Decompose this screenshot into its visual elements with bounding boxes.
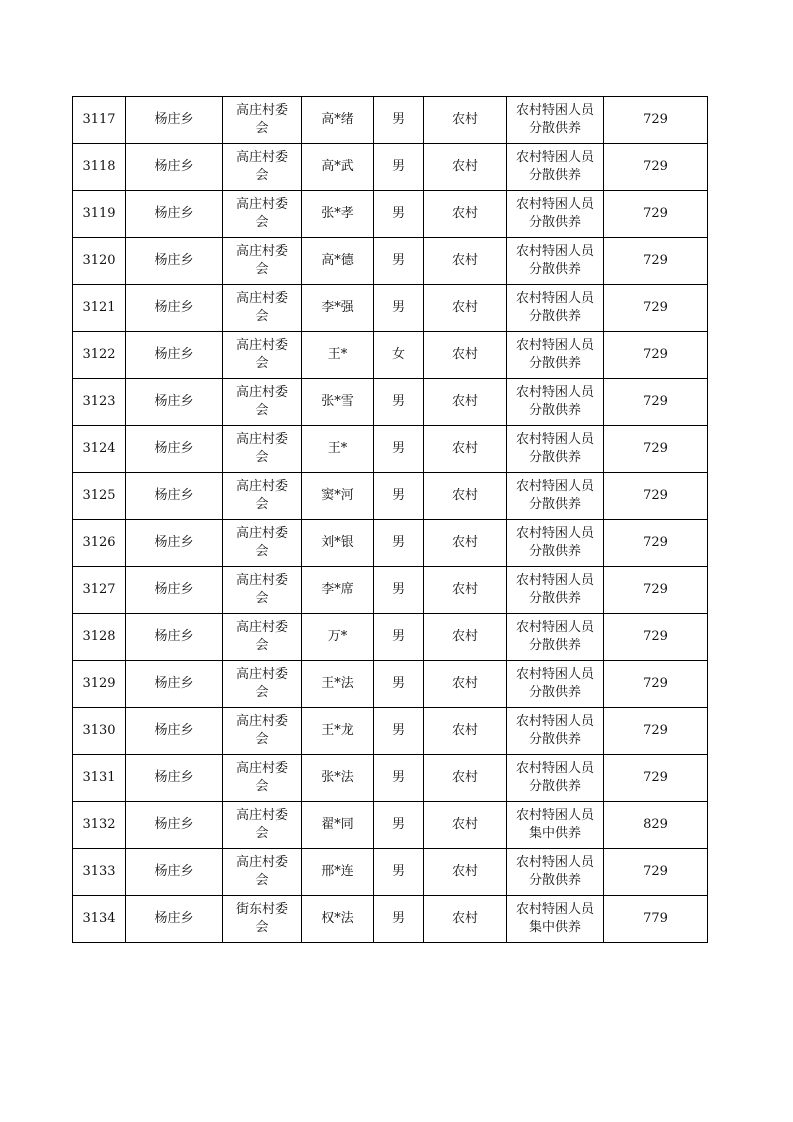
person-name-cell: 李*席 bbox=[302, 567, 374, 614]
village-committee-cell-line: 高庄村委 bbox=[235, 291, 288, 306]
township-cell: 杨庄乡 bbox=[126, 191, 223, 238]
amount-cell: 729 bbox=[604, 473, 708, 520]
support-category-cell bbox=[507, 520, 604, 567]
gender-cell: 男 bbox=[374, 97, 424, 144]
area-type-cell: 农村 bbox=[424, 849, 507, 896]
amount-cell: 729 bbox=[604, 567, 708, 614]
gender-cell: 男 bbox=[374, 426, 424, 473]
serial-number-cell: 3122 bbox=[73, 332, 126, 379]
village-committee-cell-line: 高庄村委 bbox=[235, 808, 288, 823]
support-category-cell-line: 分散供养 bbox=[528, 591, 581, 606]
support-category-cell-line: 分散供养 bbox=[528, 403, 581, 418]
serial-number-cell: 3119 bbox=[73, 191, 126, 238]
village-committee-cell-line: 会 bbox=[255, 685, 269, 700]
support-category-cell-line: 农村特困人员 bbox=[515, 620, 594, 635]
person-name-cell: 高*德 bbox=[302, 238, 374, 285]
village-committee-cell-line: 会 bbox=[255, 262, 269, 277]
person-name-cell: 张*雪 bbox=[302, 379, 374, 426]
village-committee-cell bbox=[223, 238, 302, 285]
support-category-cell-line: 分散供养 bbox=[528, 168, 581, 183]
village-committee-cell-line: 会 bbox=[255, 638, 269, 653]
area-type-cell: 农村 bbox=[424, 97, 507, 144]
support-category-cell bbox=[507, 614, 604, 661]
amount-cell: 729 bbox=[604, 520, 708, 567]
area-type-cell: 农村 bbox=[424, 614, 507, 661]
village-committee-cell-line: 高庄村委 bbox=[235, 197, 288, 212]
village-committee-cell bbox=[223, 567, 302, 614]
support-category-cell-line: 分散供养 bbox=[528, 497, 581, 512]
township-cell: 杨庄乡 bbox=[126, 285, 223, 332]
serial-number-cell: 3127 bbox=[73, 567, 126, 614]
amount-cell: 729 bbox=[604, 97, 708, 144]
area-type-cell: 农村 bbox=[424, 285, 507, 332]
support-category-cell bbox=[507, 708, 604, 755]
table-row bbox=[73, 379, 708, 426]
village-committee-cell-line: 高庄村委 bbox=[235, 620, 288, 635]
support-category-cell-line: 农村特困人员 bbox=[515, 855, 594, 870]
gender-cell: 男 bbox=[374, 708, 424, 755]
support-category-cell-line: 农村特困人员 bbox=[515, 526, 594, 541]
support-category-cell bbox=[507, 849, 604, 896]
table-row bbox=[73, 661, 708, 708]
area-type-cell: 农村 bbox=[424, 708, 507, 755]
table-row bbox=[73, 614, 708, 661]
serial-number-cell: 3123 bbox=[73, 379, 126, 426]
support-category-cell bbox=[507, 191, 604, 238]
village-committee-cell bbox=[223, 802, 302, 849]
village-committee-cell-line: 会 bbox=[255, 356, 269, 371]
amount-cell: 729 bbox=[604, 379, 708, 426]
amount-cell: 729 bbox=[604, 238, 708, 285]
person-name-cell: 李*强 bbox=[302, 285, 374, 332]
support-category-cell-line: 农村特困人员 bbox=[515, 714, 594, 729]
amount-cell: 779 bbox=[604, 896, 708, 943]
gender-cell: 男 bbox=[374, 896, 424, 943]
village-committee-cell bbox=[223, 332, 302, 379]
support-category-cell bbox=[507, 332, 604, 379]
village-committee-cell-line: 高庄村委 bbox=[235, 667, 288, 682]
area-type-cell: 农村 bbox=[424, 238, 507, 285]
amount-cell: 729 bbox=[604, 144, 708, 191]
support-category-cell-line: 集中供养 bbox=[528, 920, 581, 935]
village-committee-cell-line: 会 bbox=[255, 309, 269, 324]
serial-number-cell: 3124 bbox=[73, 426, 126, 473]
township-cell: 杨庄乡 bbox=[126, 332, 223, 379]
support-category-cell-line: 分散供养 bbox=[528, 873, 581, 888]
person-name-cell: 张*法 bbox=[302, 755, 374, 802]
township-cell: 杨庄乡 bbox=[126, 802, 223, 849]
village-committee-cell-line: 高庄村委 bbox=[235, 761, 288, 776]
village-committee-cell bbox=[223, 849, 302, 896]
amount-cell: 829 bbox=[604, 802, 708, 849]
table-row bbox=[73, 473, 708, 520]
support-category-cell bbox=[507, 661, 604, 708]
support-category-cell-line: 农村特困人员 bbox=[515, 902, 594, 917]
person-name-cell: 王*法 bbox=[302, 661, 374, 708]
support-category-cell-line: 分散供养 bbox=[528, 450, 581, 465]
village-committee-cell bbox=[223, 708, 302, 755]
table-row bbox=[73, 191, 708, 238]
township-cell: 杨庄乡 bbox=[126, 755, 223, 802]
village-committee-cell-line: 街东村委 bbox=[235, 902, 288, 917]
support-category-cell-line: 农村特困人员 bbox=[515, 573, 594, 588]
village-committee-cell bbox=[223, 473, 302, 520]
village-committee-cell-line: 高庄村委 bbox=[235, 714, 288, 729]
support-category-cell-line: 农村特困人员 bbox=[515, 244, 594, 259]
support-category-cell-line: 农村特困人员 bbox=[515, 479, 594, 494]
person-name-cell: 张*孝 bbox=[302, 191, 374, 238]
village-committee-cell bbox=[223, 285, 302, 332]
gender-cell: 男 bbox=[374, 567, 424, 614]
person-name-cell: 窦*河 bbox=[302, 473, 374, 520]
support-category-cell-line: 农村特困人员 bbox=[515, 291, 594, 306]
support-category-cell-line: 农村特困人员 bbox=[515, 103, 594, 118]
gender-cell: 男 bbox=[374, 238, 424, 285]
township-cell: 杨庄乡 bbox=[126, 708, 223, 755]
gender-cell: 男 bbox=[374, 379, 424, 426]
amount-cell: 729 bbox=[604, 426, 708, 473]
table-row bbox=[73, 849, 708, 896]
serial-number-cell: 3133 bbox=[73, 849, 126, 896]
support-category-cell-line: 分散供养 bbox=[528, 215, 581, 230]
village-committee-cell-line: 会 bbox=[255, 121, 269, 136]
village-committee-cell-line: 高庄村委 bbox=[235, 244, 288, 259]
table-row bbox=[73, 896, 708, 943]
table-row bbox=[73, 567, 708, 614]
village-committee-cell bbox=[223, 379, 302, 426]
support-category-cell bbox=[507, 379, 604, 426]
area-type-cell: 农村 bbox=[424, 661, 507, 708]
person-name-cell: 万* bbox=[302, 614, 374, 661]
person-name-cell: 刘*银 bbox=[302, 520, 374, 567]
township-cell: 杨庄乡 bbox=[126, 567, 223, 614]
amount-cell: 729 bbox=[604, 661, 708, 708]
township-cell: 杨庄乡 bbox=[126, 661, 223, 708]
support-category-cell-line: 分散供养 bbox=[528, 685, 581, 700]
township-cell: 杨庄乡 bbox=[126, 520, 223, 567]
amount-cell: 729 bbox=[604, 755, 708, 802]
township-cell: 杨庄乡 bbox=[126, 473, 223, 520]
person-name-cell: 权*法 bbox=[302, 896, 374, 943]
village-committee-cell-line: 会 bbox=[255, 497, 269, 512]
serial-number-cell: 3131 bbox=[73, 755, 126, 802]
gender-cell: 男 bbox=[374, 849, 424, 896]
village-committee-cell-line: 高庄村委 bbox=[235, 479, 288, 494]
area-type-cell: 农村 bbox=[424, 802, 507, 849]
township-cell: 杨庄乡 bbox=[126, 849, 223, 896]
support-category-cell-line: 农村特困人员 bbox=[515, 338, 594, 353]
village-committee-cell bbox=[223, 191, 302, 238]
amount-cell: 729 bbox=[604, 191, 708, 238]
serial-number-cell: 3117 bbox=[73, 97, 126, 144]
area-type-cell: 农村 bbox=[424, 144, 507, 191]
support-category-cell-line: 分散供养 bbox=[528, 779, 581, 794]
person-name-cell: 王* bbox=[302, 426, 374, 473]
gender-cell: 男 bbox=[374, 802, 424, 849]
table-row bbox=[73, 144, 708, 191]
serial-number-cell: 3121 bbox=[73, 285, 126, 332]
village-committee-cell-line: 会 bbox=[255, 403, 269, 418]
support-category-cell-line: 农村特困人员 bbox=[515, 761, 594, 776]
support-category-cell-line: 分散供养 bbox=[528, 262, 581, 277]
support-category-cell bbox=[507, 97, 604, 144]
village-committee-cell bbox=[223, 144, 302, 191]
person-name-cell: 翟*同 bbox=[302, 802, 374, 849]
support-category-cell bbox=[507, 426, 604, 473]
village-committee-cell-line: 高庄村委 bbox=[235, 338, 288, 353]
gender-cell: 女 bbox=[374, 332, 424, 379]
village-committee-cell-line: 会 bbox=[255, 544, 269, 559]
support-category-cell bbox=[507, 567, 604, 614]
serial-number-cell: 3128 bbox=[73, 614, 126, 661]
township-cell: 杨庄乡 bbox=[126, 614, 223, 661]
person-name-cell: 邢*连 bbox=[302, 849, 374, 896]
support-category-cell bbox=[507, 285, 604, 332]
support-category-cell bbox=[507, 238, 604, 285]
village-committee-cell bbox=[223, 426, 302, 473]
recipient-table bbox=[72, 96, 708, 943]
area-type-cell: 农村 bbox=[424, 379, 507, 426]
person-name-cell: 高*绪 bbox=[302, 97, 374, 144]
area-type-cell: 农村 bbox=[424, 191, 507, 238]
person-name-cell: 王* bbox=[302, 332, 374, 379]
support-category-cell-line: 分散供养 bbox=[528, 121, 581, 136]
village-committee-cell-line: 会 bbox=[255, 732, 269, 747]
gender-cell: 男 bbox=[374, 144, 424, 191]
village-committee-cell-line: 高庄村委 bbox=[235, 150, 288, 165]
support-category-cell-line: 分散供养 bbox=[528, 638, 581, 653]
area-type-cell: 农村 bbox=[424, 567, 507, 614]
support-category-cell bbox=[507, 144, 604, 191]
township-cell: 杨庄乡 bbox=[126, 426, 223, 473]
table-row bbox=[73, 332, 708, 379]
gender-cell: 男 bbox=[374, 473, 424, 520]
area-type-cell: 农村 bbox=[424, 755, 507, 802]
table-row bbox=[73, 708, 708, 755]
table-row bbox=[73, 755, 708, 802]
village-committee-cell bbox=[223, 661, 302, 708]
village-committee-cell-line: 会 bbox=[255, 920, 269, 935]
table-row bbox=[73, 97, 708, 144]
village-committee-cell-line: 会 bbox=[255, 873, 269, 888]
village-committee-cell-line: 高庄村委 bbox=[235, 103, 288, 118]
village-committee-cell-line: 会 bbox=[255, 779, 269, 794]
amount-cell: 729 bbox=[604, 708, 708, 755]
person-name-cell: 王*龙 bbox=[302, 708, 374, 755]
support-category-cell-line: 农村特困人员 bbox=[515, 150, 594, 165]
gender-cell: 男 bbox=[374, 285, 424, 332]
serial-number-cell: 3125 bbox=[73, 473, 126, 520]
support-category-cell bbox=[507, 896, 604, 943]
table-row bbox=[73, 238, 708, 285]
support-category-cell bbox=[507, 802, 604, 849]
person-name-cell: 高*武 bbox=[302, 144, 374, 191]
support-category-cell-line: 分散供养 bbox=[528, 732, 581, 747]
village-committee-cell bbox=[223, 97, 302, 144]
support-category-cell-line: 分散供养 bbox=[528, 309, 581, 324]
support-category-cell-line: 农村特困人员 bbox=[515, 432, 594, 447]
village-committee-cell-line: 会 bbox=[255, 168, 269, 183]
serial-number-cell: 3134 bbox=[73, 896, 126, 943]
table-row bbox=[73, 802, 708, 849]
serial-number-cell: 3130 bbox=[73, 708, 126, 755]
serial-number-cell: 3126 bbox=[73, 520, 126, 567]
area-type-cell: 农村 bbox=[424, 473, 507, 520]
township-cell: 杨庄乡 bbox=[126, 144, 223, 191]
village-committee-cell-line: 会 bbox=[255, 826, 269, 841]
support-category-cell-line: 农村特困人员 bbox=[515, 667, 594, 682]
amount-cell: 729 bbox=[604, 614, 708, 661]
gender-cell: 男 bbox=[374, 661, 424, 708]
table-body bbox=[73, 97, 708, 943]
village-committee-cell-line: 高庄村委 bbox=[235, 526, 288, 541]
support-category-cell bbox=[507, 755, 604, 802]
village-committee-cell bbox=[223, 520, 302, 567]
table-row bbox=[73, 285, 708, 332]
amount-cell: 729 bbox=[604, 285, 708, 332]
village-committee-cell-line: 会 bbox=[255, 215, 269, 230]
village-committee-cell bbox=[223, 755, 302, 802]
village-committee-cell-line: 会 bbox=[255, 591, 269, 606]
area-type-cell: 农村 bbox=[424, 520, 507, 567]
township-cell: 杨庄乡 bbox=[126, 238, 223, 285]
serial-number-cell: 3132 bbox=[73, 802, 126, 849]
support-category-cell-line: 分散供养 bbox=[528, 356, 581, 371]
serial-number-cell: 3120 bbox=[73, 238, 126, 285]
support-category-cell-line: 农村特困人员 bbox=[515, 808, 594, 823]
village-committee-cell-line: 高庄村委 bbox=[235, 432, 288, 447]
table-row bbox=[73, 520, 708, 567]
village-committee-cell bbox=[223, 614, 302, 661]
village-committee-cell-line: 高庄村委 bbox=[235, 855, 288, 870]
area-type-cell: 农村 bbox=[424, 332, 507, 379]
township-cell: 杨庄乡 bbox=[126, 97, 223, 144]
township-cell: 杨庄乡 bbox=[126, 896, 223, 943]
table-row bbox=[73, 426, 708, 473]
village-committee-cell bbox=[223, 896, 302, 943]
area-type-cell: 农村 bbox=[424, 896, 507, 943]
amount-cell: 729 bbox=[604, 332, 708, 379]
village-committee-cell-line: 会 bbox=[255, 450, 269, 465]
township-cell: 杨庄乡 bbox=[126, 379, 223, 426]
support-category-cell bbox=[507, 473, 604, 520]
village-committee-cell-line: 高庄村委 bbox=[235, 573, 288, 588]
village-committee-cell-line: 高庄村委 bbox=[235, 385, 288, 400]
support-category-cell-line: 分散供养 bbox=[528, 544, 581, 559]
amount-cell: 729 bbox=[604, 849, 708, 896]
gender-cell: 男 bbox=[374, 614, 424, 661]
area-type-cell: 农村 bbox=[424, 426, 507, 473]
gender-cell: 男 bbox=[374, 191, 424, 238]
serial-number-cell: 3118 bbox=[73, 144, 126, 191]
support-category-cell-line: 集中供养 bbox=[528, 826, 581, 841]
support-category-cell-line: 农村特困人员 bbox=[515, 385, 594, 400]
gender-cell: 男 bbox=[374, 520, 424, 567]
gender-cell: 男 bbox=[374, 755, 424, 802]
support-category-cell-line: 农村特困人员 bbox=[515, 197, 594, 212]
serial-number-cell: 3129 bbox=[73, 661, 126, 708]
